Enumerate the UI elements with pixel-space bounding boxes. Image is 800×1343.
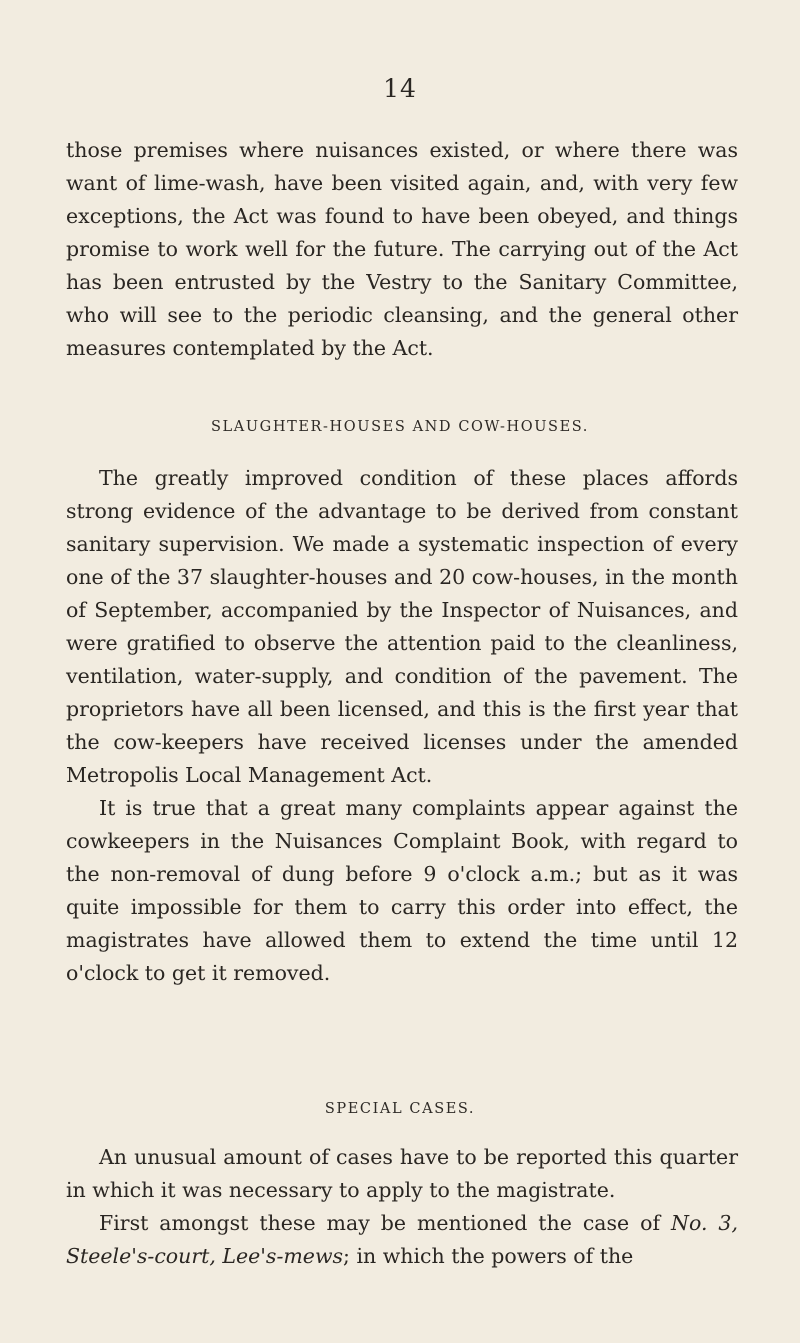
- special-case-address: No. 3, Steele's-court, Lee's-mews: [66, 1211, 738, 1268]
- special-paragraph-2-end: ; in which the powers of the: [343, 1244, 634, 1268]
- page-number: 14: [383, 74, 417, 103]
- special-paragraph-1: An unusual amount of cases have to be reported this quarter in which it was necessary to apply to the magistrate.: [66, 1145, 738, 1202]
- special-cases-section: [66, 1141, 738, 1273]
- slaughter-houses-section: [66, 462, 738, 990]
- slaughter-paragraph-2: It is true that a great many complaints appear against the cowkeepers in the Nuisances Complaint Book, with regard to the non-removal of dung before 9 o'clock a.m.; but as it was quite impossible for them to carry this order into effect, the magistrates have allowed them to extend the time until 12 o'clock to get it removed.: [66, 796, 738, 985]
- slaughter-houses-heading: SLAUGHTER-HOUSES AND COW-HOUSES.: [211, 419, 589, 435]
- intro-section: [66, 134, 738, 365]
- special-paragraph-2: [66, 1207, 738, 1273]
- special-cases-heading: SPECIAL CASES.: [324, 1101, 476, 1117]
- intro-paragraph: those premises where nuisances existed, or where there was want of lime-wash, have been visited again, and, with very few exceptions, the Act was found to have been obeyed, and things promise to work well for the future. The carrying out of the Act has been entrusted by the Vestry to the Sanitary Committee, who will see to the periodic cleansing, and the general other measures contemplated by the Act.: [66, 138, 738, 360]
- special-paragraph-2-start: First amongst these may be mentioned the case of: [99, 1211, 672, 1235]
- slaughter-paragraph-1: The greatly improved condition of these places affords strong evidence of the advantage to be derived from constant sanitary supervision. We made a systematic inspection of every one of the 37 slaughter-houses and 20 cow-houses, in the month of September, accompanied by the Inspector of Nuisances, and were gratified to observe the attention paid to the cleanliness, ventilation, water-supply, and condition of the pavement. The proprietors have all been licensed, and this is the first year that the cow-keepers have received licenses under the amended Metropolis Local Management Act.: [66, 466, 738, 787]
